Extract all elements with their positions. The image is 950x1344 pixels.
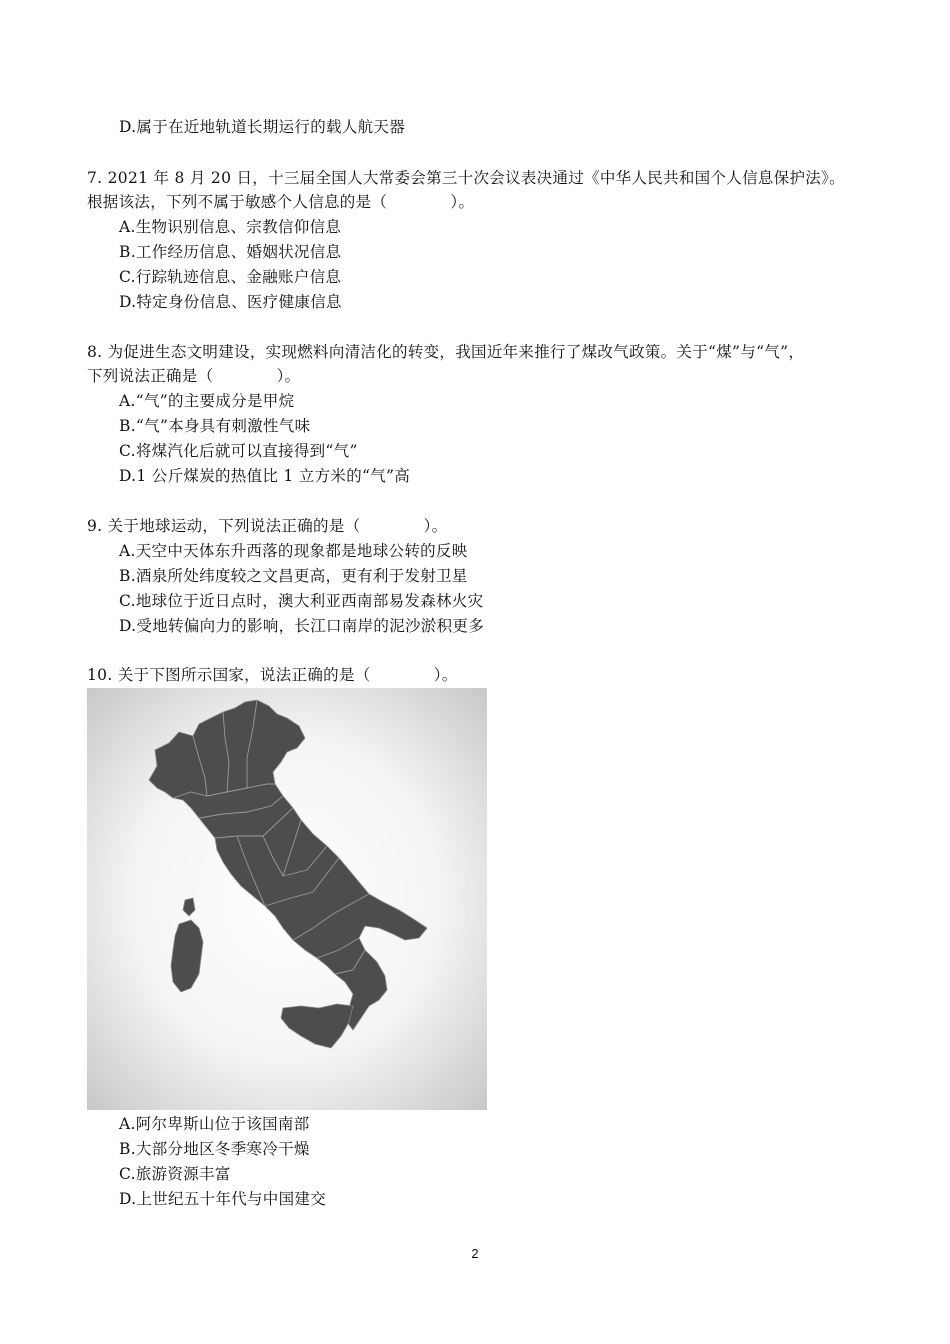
prev-question-option-d: D.属于在近地轨道长期运行的载人航天器 [119,118,406,136]
q9-option-c: C.地球位于近日点时，澳大利亚西南部易发森林火灾 [119,592,484,610]
italy-map-figure [87,688,487,1110]
q10-option-d: D.上世纪五十年代与中国建交 [119,1190,327,1208]
q7-option-b: B.工作经历信息、婚姻状况信息 [119,243,342,261]
q9-option-d: D.受地转偏向力的影响，长江口南岸的泥沙淤积更多 [119,617,485,635]
q8-option-d: D.1 公斤煤炭的热值比 1 立方米的“气”高 [119,467,411,485]
q7-stem-line1: 7. 2021 年 8 月 20 日，十三届全国人大常委会第三十次会议表决通过《中华人民共和国个人信息保护法》。 [87,169,845,187]
q7-option-d: D.特定身份信息、医疗健康信息 [119,293,342,311]
q10-option-b: B.大部分地区冬季寒冷干燥 [119,1140,310,1158]
q7-stem-line2: 根据该法，下列不属于敏感个人信息的是（ ）。 [87,193,475,211]
q9-option-b: B.酒泉所处纬度较之文昌更高，更有利于发射卫星 [119,567,468,585]
q9-option-a: A.天空中天体东升西落的现象都是地球公转的反映 [119,542,468,560]
q10-option-c: C.旅游资源丰富 [119,1165,231,1183]
q8-stem-line2: 下列说法正确是（ ）。 [87,367,301,385]
q8-option-c: C.将煤汽化后就可以直接得到“气” [119,442,358,460]
q7-option-c: C.行踪轨迹信息、金融账户信息 [119,268,342,286]
q10-option-a: A.阿尔卑斯山位于该国南部 [119,1115,310,1133]
q9-stem: 9. 关于地球运动，下列说法正确的是（ ）。 [87,517,448,535]
page-number: 2 [471,1246,479,1261]
q7-option-a: A.生物识别信息、宗教信仰信息 [119,218,342,236]
q8-stem-line1: 8. 为促进生态文明建设，实现燃料向清洁化的转变，我国近年来推行了煤改气政策。关于“煤”与“气”， [87,343,805,361]
q8-option-b: B.“气”本身具有刺激性气味 [119,417,311,435]
q10-stem: 10. 关于下图所示国家，说法正确的是（ ）。 [87,666,458,684]
q8-option-a: A.“气”的主要成分是甲烷 [119,392,295,410]
